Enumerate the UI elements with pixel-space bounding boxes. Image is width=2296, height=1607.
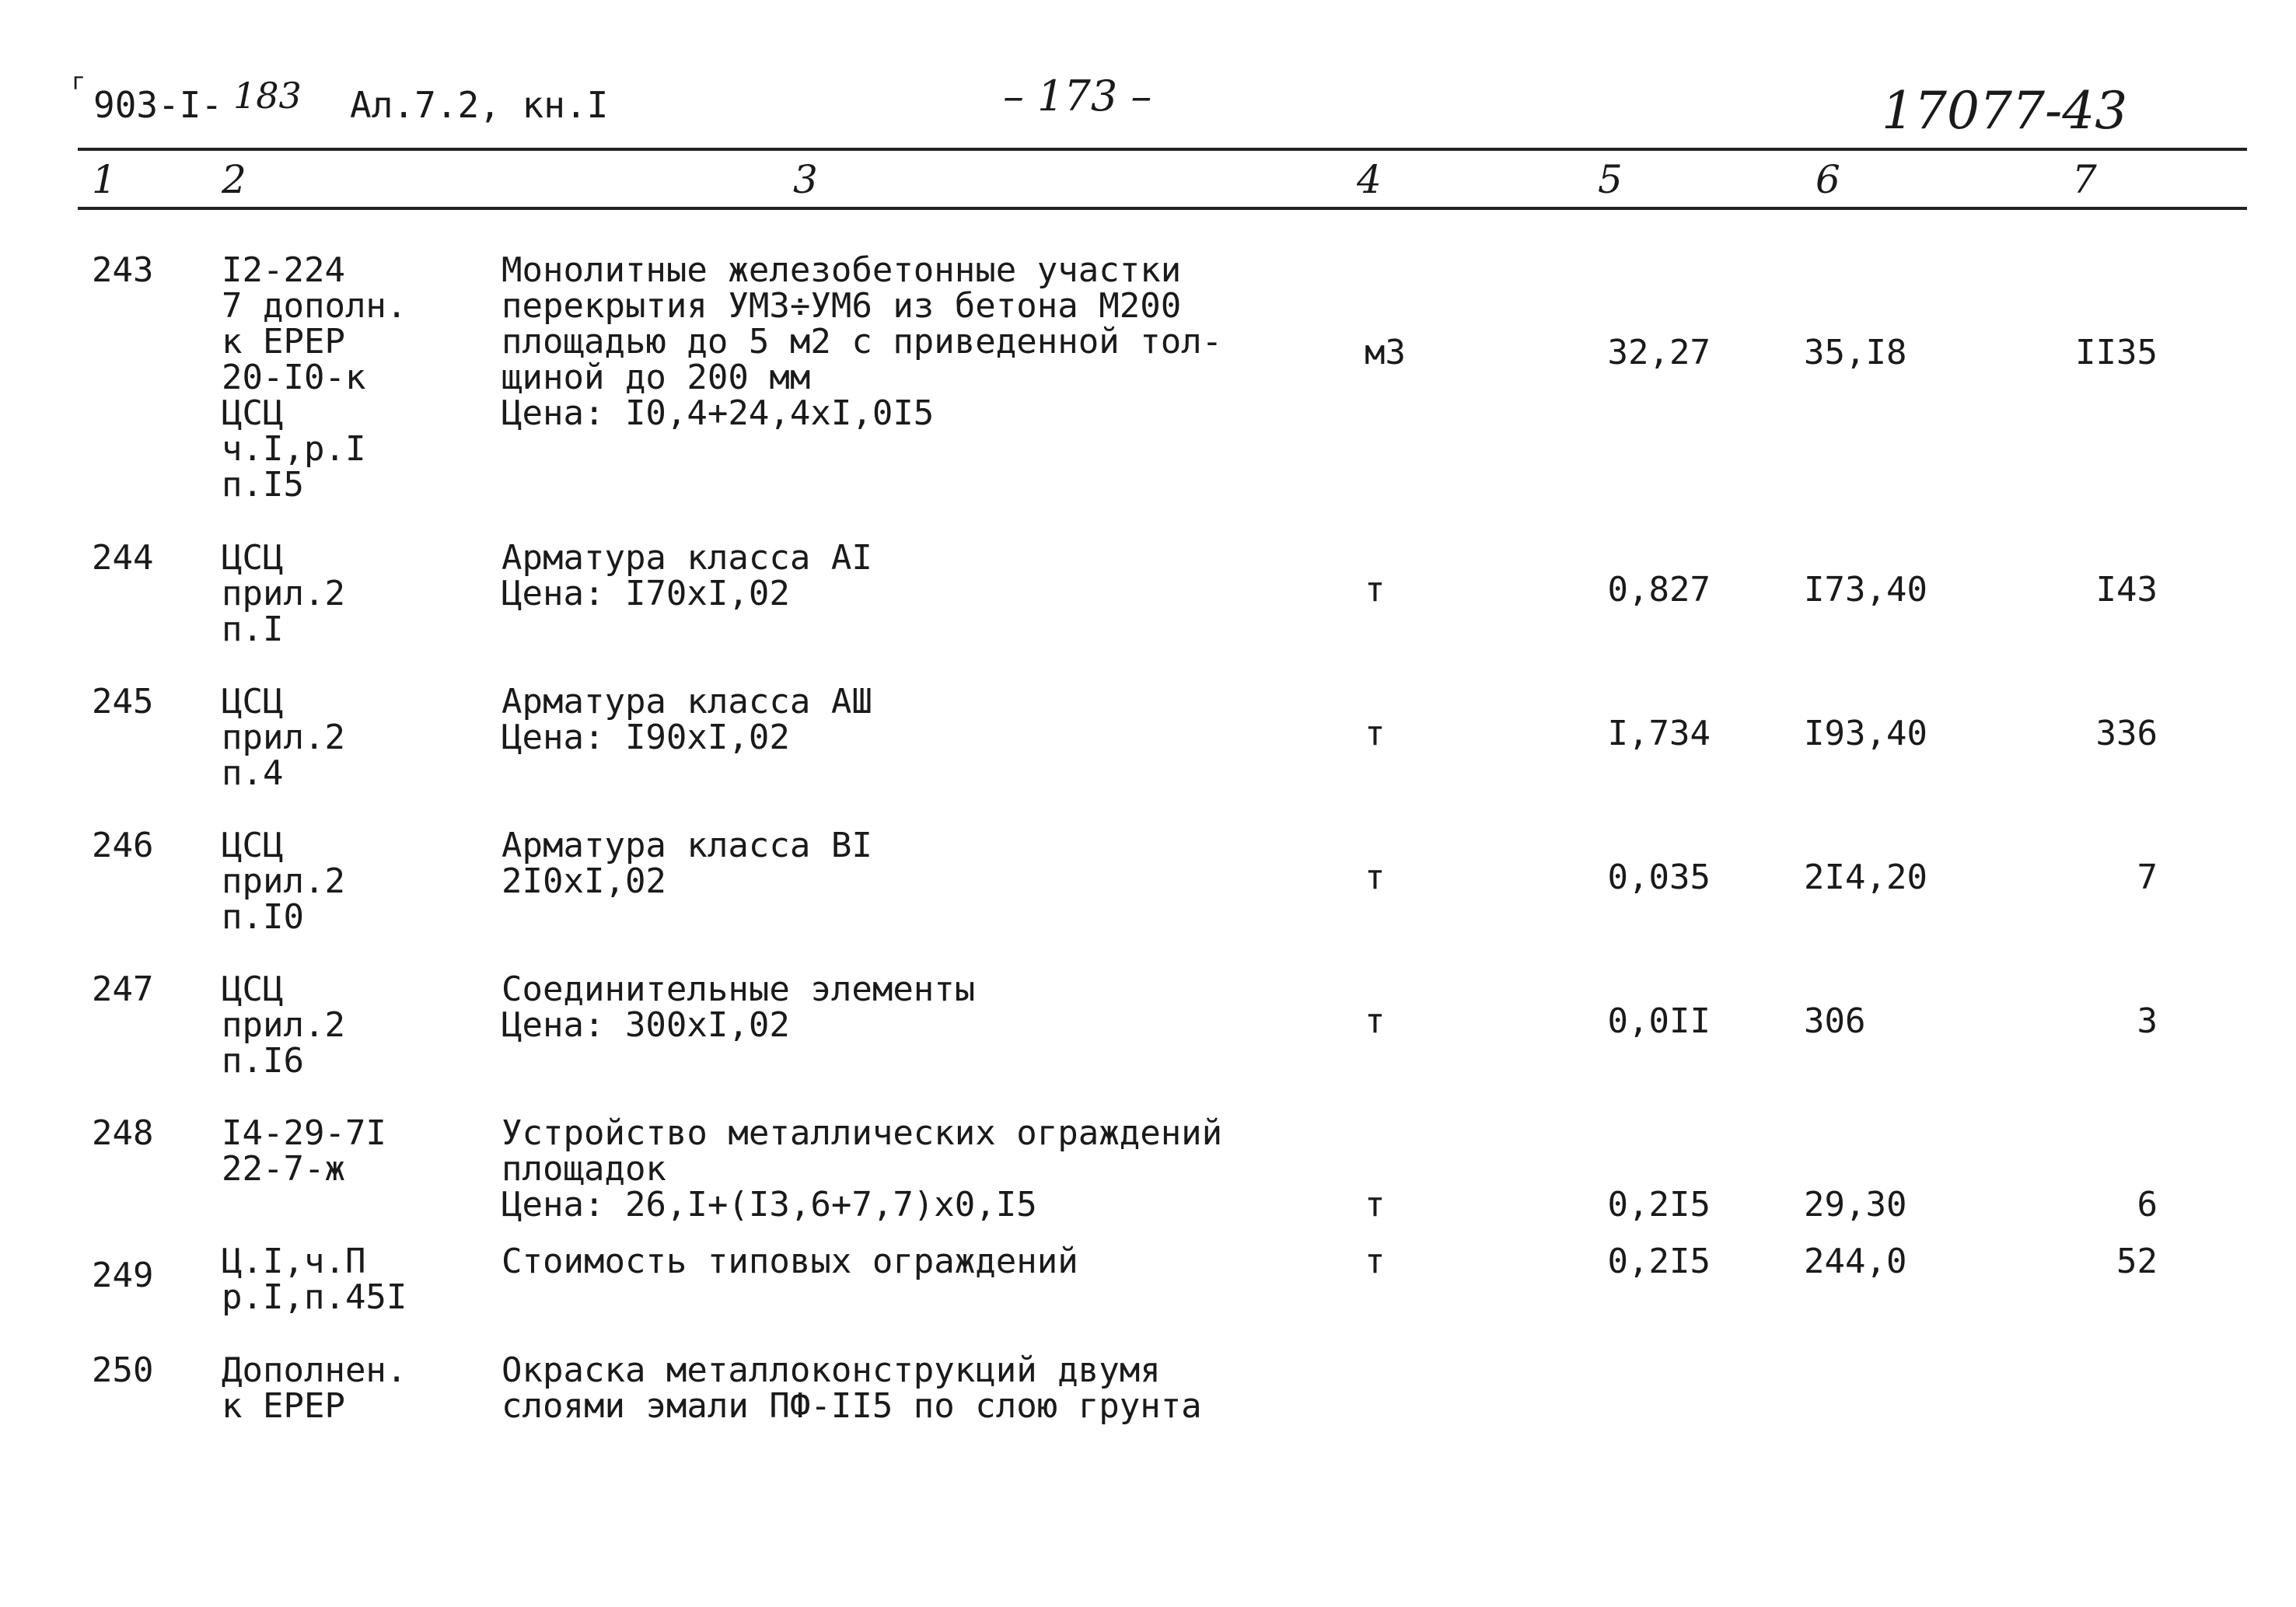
row-unit-price: 244,0 bbox=[1804, 1242, 1907, 1281]
column-header-1: 1 bbox=[92, 157, 117, 202]
row-total: 3 bbox=[2137, 1001, 2158, 1041]
document-code: 903-I- bbox=[93, 84, 223, 126]
row-unit-price: 2I4,20 bbox=[1804, 858, 1927, 897]
row-description: Стоимость типовых ограждений bbox=[501, 1242, 1078, 1281]
document-suffix: Ал.7.2, кн.I bbox=[350, 84, 609, 126]
row-quantity: 0,0II bbox=[1607, 1001, 1711, 1041]
row-number: 249 bbox=[92, 1256, 154, 1295]
row-reference: ЦСЦ прил.2 п.4 bbox=[222, 682, 345, 793]
column-header-2: 2 bbox=[222, 157, 246, 202]
row-quantity: 0,035 bbox=[1607, 858, 1711, 897]
row-unit: т bbox=[1365, 858, 1386, 897]
row-number: 250 bbox=[92, 1350, 154, 1390]
row-reference: Ц.I,ч.П р.I,п.45I bbox=[222, 1242, 407, 1317]
column-header-3: 3 bbox=[793, 157, 818, 202]
header-rule bbox=[78, 207, 2247, 210]
row-description: Соединительные элементы Цена: 300xI,02 bbox=[501, 969, 976, 1045]
row-number: 248 bbox=[92, 1113, 154, 1153]
row-quantity: 0,827 bbox=[1607, 570, 1711, 610]
row-unit: т bbox=[1365, 1185, 1386, 1224]
row-unit-price: 306 bbox=[1804, 1001, 1866, 1041]
row-description: Окраска металлоконструкций двумя слоями эмали ПФ-II5 по слою грунта bbox=[501, 1350, 1202, 1426]
row-description: Арматура класса ВI 2I0xI,02 bbox=[501, 826, 872, 901]
row-number: 243 bbox=[92, 250, 154, 290]
row-total: 52 bbox=[2116, 1242, 2158, 1281]
row-unit-price: 35,I8 bbox=[1804, 333, 1907, 372]
row-number: 245 bbox=[92, 682, 154, 721]
row-reference: ЦСЦ прил.2 п.I0 bbox=[222, 826, 345, 937]
row-quantity: 0,2I5 bbox=[1607, 1242, 1711, 1281]
row-total: I43 bbox=[2095, 570, 2158, 610]
row-total: 336 bbox=[2095, 714, 2158, 753]
row-description: Устройство металлических ограждений площадок Цена: 26,I+(I3,6+7,7)x0,I5 bbox=[501, 1113, 1223, 1224]
row-quantity: 0,2I5 bbox=[1607, 1185, 1711, 1224]
row-unit: т bbox=[1365, 714, 1386, 753]
row-description: Монолитные железобетонные участки перекрытия УМ3÷УМ6 из бетона М200 площадью до 5 м2 с приведенной тол- щиной до 200 мм Цена: I0,4+24,4xI,0I5 bbox=[501, 250, 1223, 433]
row-reference: Дополнен. к ЕРЕР bbox=[222, 1350, 407, 1426]
row-unit-price: I73,40 bbox=[1804, 570, 1927, 610]
row-number: 244 bbox=[92, 538, 154, 578]
column-header-6: 6 bbox=[1815, 157, 1840, 202]
page-number: – 173 – bbox=[1003, 72, 1152, 121]
document-code-handwritten: 183 bbox=[233, 75, 302, 117]
row-unit: т bbox=[1365, 1001, 1386, 1041]
row-description: Арматура класса АШ Цена: I90xI,02 bbox=[501, 682, 872, 757]
row-quantity: 32,27 bbox=[1607, 333, 1711, 372]
row-reference: ЦСЦ прил.2 п.I bbox=[222, 538, 345, 649]
row-number: 246 bbox=[92, 826, 154, 865]
row-description: Арматура класса АI Цена: I70xI,02 bbox=[501, 538, 872, 613]
row-total: II35 bbox=[2075, 333, 2158, 372]
row-total: 7 bbox=[2137, 858, 2158, 897]
corner-mark: г bbox=[72, 68, 86, 96]
row-total: 6 bbox=[2137, 1185, 2158, 1224]
row-unit-price: I93,40 bbox=[1804, 714, 1927, 753]
row-unit-price: 29,30 bbox=[1804, 1185, 1907, 1224]
row-unit: т bbox=[1365, 1242, 1386, 1281]
row-unit: м3 bbox=[1365, 333, 1406, 372]
column-header-7: 7 bbox=[2072, 157, 2097, 202]
row-number: 247 bbox=[92, 969, 154, 1009]
column-header-4: 4 bbox=[1357, 157, 1382, 202]
stamp-number: 17077-43 bbox=[1882, 81, 2128, 141]
row-reference: ЦСЦ прил.2 п.I6 bbox=[222, 969, 345, 1081]
column-header-5: 5 bbox=[1598, 157, 1623, 202]
row-unit: т bbox=[1365, 570, 1386, 610]
top-rule bbox=[78, 148, 2247, 151]
row-reference: I2-224 7 дополн. к ЕРЕР 20-I0-к ЦСЦ ч.I,р.I п.I5 bbox=[222, 250, 407, 505]
row-reference: I4-29-7I 22-7-ж bbox=[222, 1113, 386, 1189]
row-quantity: I,734 bbox=[1607, 714, 1711, 753]
